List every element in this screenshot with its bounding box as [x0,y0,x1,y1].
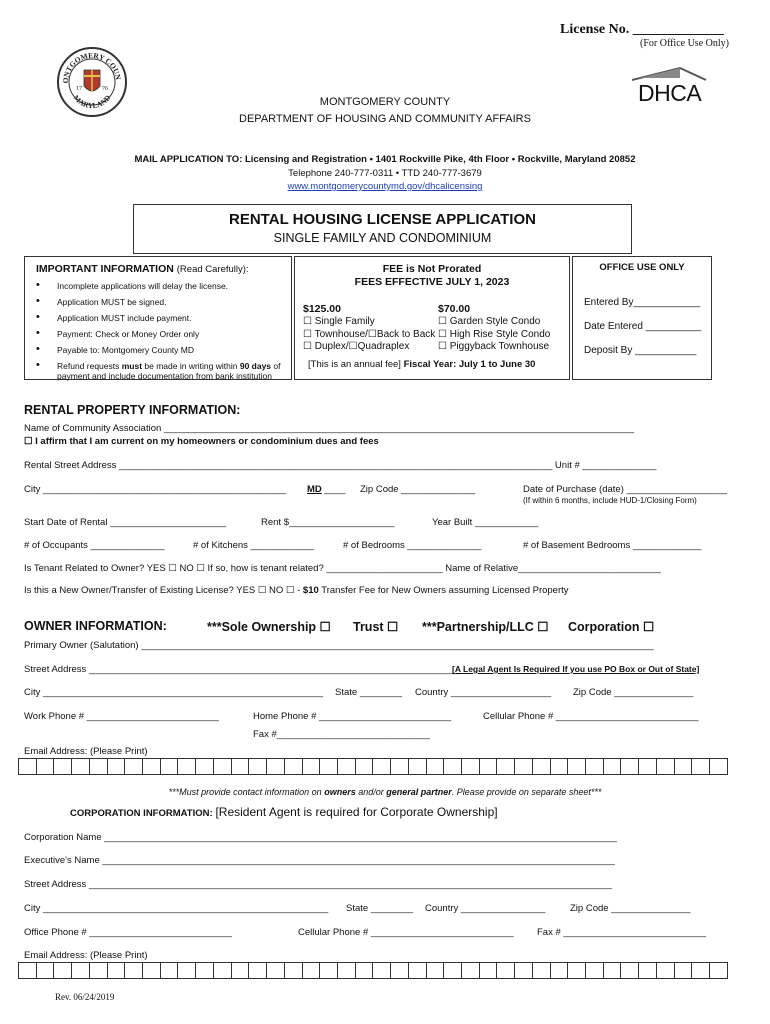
email-char-cell[interactable] [497,759,515,774]
email-char-cell[interactable] [54,963,72,978]
email-char-cell[interactable] [533,759,551,774]
email-char-cell[interactable] [621,963,639,978]
email-char-cell[interactable] [249,759,267,774]
email-char-cell[interactable] [267,963,285,978]
rental-street-field[interactable]: Rental Street Address __________________________________________________________________________________ Unit # ______________ [24,460,657,471]
trust-checkbox[interactable]: Trust ☐ [353,620,399,634]
corp-street-field[interactable]: Street Address ___________________________________________________________________________________________________ [24,879,613,890]
telephone-line: Telephone 240-777-0311 • TTD 240-777-3679 [288,168,482,179]
email-char-cell[interactable] [586,759,604,774]
year-built-field[interactable]: Year Built ____________ [432,517,539,528]
email-char-cell[interactable] [267,759,285,774]
email-char-cell[interactable] [19,759,37,774]
price-125: $125.00 [303,303,341,315]
corp-email-label: Email Address: (Please Print) [24,950,148,961]
email-char-cell[interactable] [303,963,321,978]
email-char-cell[interactable] [427,759,445,774]
email-char-cell[interactable] [710,963,727,978]
deposit-by-field[interactable]: Deposit By ___________ [584,345,697,356]
home-phone-field[interactable]: Home Phone # _________________________ [253,711,452,722]
email-char-cell[interactable] [462,963,480,978]
email-char-cell[interactable] [515,759,533,774]
seal-text-bottom: MARYLAND [71,93,113,111]
kitchens-field[interactable]: # of Kitchens ____________ [193,540,314,551]
corporation-info-heading-row: CORPORATION INFORMATION: [Resident Agent is required for Corporate Ownership] [70,805,498,819]
owner-zip-field[interactable]: Zip Code _______________ [573,687,694,698]
form-title: RENTAL HOUSING LICENSE APPLICATION [229,211,536,228]
email-char-cell[interactable] [497,963,515,978]
email-char-cell[interactable] [161,759,179,774]
new-owner-row[interactable]: Is this a New Owner/Transfer of Existing License? YES ☐ NO ☐ - $10 Transfer Fee for New Owners assuming Licensed Property [24,585,569,596]
email-char-cell[interactable] [37,963,55,978]
seal-year-left: 17 [76,86,82,92]
email-char-cell[interactable] [604,759,622,774]
high-rise-condo-checkbox[interactable]: ☐ High Rise Style Condo [438,328,551,340]
email-char-cell[interactable] [108,759,126,774]
revision-date: Rev. 06/24/2019 [55,992,115,1002]
seal-text-top: ONTGOMERY COUN [60,50,123,84]
purchase-date-field[interactable]: Date of Purchase (date) ___________________ [523,484,727,495]
email-char-cell[interactable] [675,759,693,774]
owner-street-field[interactable]: Street Address ______________________________________________________________________ [24,664,459,675]
email-char-cell[interactable] [196,759,214,774]
list-item: • Payable to: Montgomery County MD [36,345,286,355]
email-char-cell[interactable] [391,759,409,774]
email-char-cell[interactable] [54,759,72,774]
email-char-cell[interactable] [462,759,480,774]
email-char-cell[interactable] [285,963,303,978]
email-char-cell[interactable] [232,963,250,978]
single-family-checkbox[interactable]: ☐ Single Family [303,316,375,327]
email-char-cell[interactable] [409,963,427,978]
email-char-cell[interactable] [621,759,639,774]
email-char-cell[interactable] [373,963,391,978]
important-info-heading [36,263,249,275]
owner-email-input[interactable] [18,758,728,775]
email-char-cell[interactable] [356,759,374,774]
dhca-logo-text: DHCA [638,80,702,106]
department-name: DEPARTMENT OF HOUSING AND COMMUNITY AFFAIRS [239,113,531,125]
tenant-related-row[interactable]: Is Tenant Related to Owner? YES ☐ NO ☐ If so, how is tenant related? ______________________ Name of Relative___________________________ [24,563,661,574]
email-char-cell[interactable] [338,963,356,978]
email-char-cell[interactable] [657,963,675,978]
duplex-checkbox[interactable]: ☐ Duplex/☐Quadraplex [303,341,410,352]
license-number-field[interactable]: License No. _____________ [560,22,724,37]
email-char-cell[interactable] [444,963,462,978]
occupants-field[interactable]: # of Occupants ______________ [24,540,165,551]
email-char-cell[interactable] [303,759,321,774]
owner-city-field[interactable]: City _____________________________________________________ [24,687,324,698]
list-item: • Incomplete applications will delay the license. [36,281,286,291]
email-char-cell[interactable] [125,963,143,978]
fee-options-70 [438,316,550,354]
email-char-cell[interactable] [214,759,232,774]
email-char-cell[interactable] [143,963,161,978]
bedrooms-field[interactable]: # of Bedrooms ______________ [343,540,482,551]
corp-fax-field[interactable]: Fax # ___________________________ [537,927,707,938]
corp-zip-field[interactable]: Zip Code _______________ [570,903,691,914]
email-char-cell[interactable] [125,759,143,774]
office-use-heading: OFFICE USE ONLY [599,262,685,273]
form-subtitle: SINGLE FAMILY AND CONDOMINIUM [273,231,492,245]
owner-fax-field[interactable]: Fax #_____________________________ [253,729,430,740]
owner-country-field[interactable]: Country ___________________ [415,687,552,698]
email-char-cell[interactable] [675,963,693,978]
email-char-cell[interactable] [391,963,409,978]
email-char-cell[interactable] [37,759,55,774]
start-date-field[interactable]: Start Date of Rental ______________________ [24,517,227,528]
email-char-cell[interactable] [480,963,498,978]
email-char-cell[interactable] [214,963,232,978]
important-info-note: (Read Carefully): [176,264,249,275]
corp-city-field[interactable]: City ______________________________________________________ [24,903,329,914]
community-association-field[interactable]: Name of Community Association _________________________________________________________________________________________ [24,423,635,434]
email-char-cell[interactable] [108,963,126,978]
list-item-refund: • Refund requests must be made in writing within 90 days of payment and include documentation from bank institution [36,361,286,381]
work-phone-field[interactable]: Work Phone # _________________________ [24,711,219,722]
email-char-cell[interactable] [320,963,338,978]
legal-agent-note: [A Legal Agent Is Required If you use PO Box or Out of State] [452,664,700,674]
fee-options-125 [303,316,435,354]
email-char-cell[interactable] [338,759,356,774]
rental-state-field: MD ____ [307,484,346,495]
email-char-cell[interactable] [480,759,498,774]
email-char-cell[interactable] [639,759,657,774]
corp-state-field[interactable]: State ________ [346,903,414,914]
email-char-cell[interactable] [692,759,710,774]
email-char-cell[interactable] [551,759,569,774]
email-char-cell[interactable] [533,963,551,978]
mail-address: MAIL APPLICATION TO: Licensing and Registration • 1401 Rockville Pike, 4th Floor • Rockville, Maryland 20852 [134,154,636,165]
email-char-cell[interactable] [161,963,179,978]
email-char-cell[interactable] [72,963,90,978]
email-char-cell[interactable] [586,963,604,978]
affirm-dues-checkbox[interactable]: ☐ I affirm that I am current on my homeowners or condominium dues and fees [24,436,379,447]
date-entered-field[interactable]: Date Entered __________ [584,321,702,332]
owner-cell-phone-field[interactable]: Cellular Phone # ___________________________ [483,711,699,722]
corporation-info-heading: CORPORATION INFORMATION [70,808,210,819]
owner-email-label: Email Address: (Please Print) [24,746,148,757]
email-char-cell[interactable] [19,963,37,978]
rental-property-heading: RENTAL PROPERTY INFORMATION: [24,403,241,417]
list-item: • Payment: Check or Money Order only [36,329,286,339]
fee-not-prorated: FEE is Not Prorated [382,263,482,275]
office-use-note: (For Office Use Only) [640,38,729,49]
resident-agent-note: [Resident Agent is required for Corporate Ownership] [215,805,498,819]
email-char-cell[interactable] [444,759,462,774]
email-char-cell[interactable] [249,963,267,978]
email-char-cell[interactable] [232,759,250,774]
email-char-cell[interactable] [427,963,445,978]
corporation-name-field[interactable]: Corporation Name _________________________________________________________________________________________________ [24,832,617,843]
annual-fee-note: [This is an annual fee] Fiscal Year: July 1 to June 30 [308,359,536,370]
list-item: • Application MUST be signed. [36,297,286,307]
website-link-row [0,181,770,192]
price-70: $70.00 [438,303,471,315]
email-char-cell[interactable] [551,963,569,978]
email-char-cell[interactable] [639,963,657,978]
email-char-cell[interactable] [90,759,108,774]
email-char-cell[interactable] [178,759,196,774]
basement-bedrooms-field[interactable]: # of Basement Bedrooms _____________ [523,540,702,551]
sole-ownership-checkbox[interactable]: ***Sole Ownership ☐ [207,620,331,634]
email-char-cell[interactable] [356,963,374,978]
office-phone-field[interactable]: Office Phone # ___________________________ [24,927,232,938]
important-info-title: IMPORTANT INFORMATION [36,263,174,275]
county-name: MONTGOMERY COUNTY [319,96,451,108]
seal-year-right: 76 [102,86,108,92]
email-char-cell[interactable] [604,963,622,978]
email-char-cell[interactable] [196,963,214,978]
email-char-cell[interactable] [373,759,391,774]
email-char-cell[interactable] [90,963,108,978]
executive-name-field[interactable]: Executive's Name _________________________________________________________________________________________________ [24,855,615,866]
purchase-date-note: (If within 6 months, include HUD-1/Closing Form) [523,496,697,505]
office-use-box [572,256,712,380]
garden-condo-checkbox[interactable]: ☐ Garden Style Condo [438,316,541,327]
owner-info-heading: OWNER INFORMATION: [24,619,167,633]
primary-owner-field[interactable]: Primary Owner (Salutation) _________________________________________________________________________________________________ [24,640,654,651]
email-char-cell[interactable] [72,759,90,774]
corp-country-field[interactable]: Country ________________ [425,903,546,914]
entered-by-field[interactable]: Entered By____________ [584,297,701,308]
townhouse-checkbox[interactable]: ☐ Townhouse/☐Back to Back [303,328,436,340]
important-info-list [36,281,286,387]
corp-cell-phone-field[interactable]: Cellular Phone # ___________________________ [298,927,514,938]
email-char-cell[interactable] [568,759,586,774]
rental-city-field[interactable]: City ______________________________________________ [24,484,287,495]
email-char-cell[interactable] [285,759,303,774]
email-char-cell[interactable] [515,963,533,978]
email-char-cell[interactable] [657,759,675,774]
owner-contact-note: ***Must provide contact information on owners and/or general partner. Please provide on separate sheet*** [168,787,602,797]
email-char-cell[interactable] [320,759,338,774]
corporation-checkbox[interactable]: Corporation ☐ [568,620,655,634]
email-char-cell[interactable] [409,759,427,774]
email-char-cell[interactable] [143,759,161,774]
piggyback-townhouse-checkbox[interactable]: ☐ Piggyback Townhouse [438,341,550,352]
partnership-checkbox[interactable]: ***Partnership/LLC ☐ [422,620,549,634]
owner-state-field[interactable]: State ________ [335,687,403,698]
rental-zip-field[interactable]: Zip Code ______________ [360,484,476,495]
email-char-cell[interactable] [710,759,727,774]
list-item: • Application MUST include payment. [36,313,286,323]
corp-email-input[interactable] [18,962,728,979]
email-char-cell[interactable] [692,963,710,978]
email-char-cell[interactable] [178,963,196,978]
website-link[interactable]: www.montgomerycountymd.gov/dhcalicensing [287,181,483,192]
rent-field[interactable]: Rent $____________________ [261,517,395,528]
fees-effective: FEES EFFECTIVE JULY 1, 2023 [354,276,510,288]
email-char-cell[interactable] [568,963,586,978]
